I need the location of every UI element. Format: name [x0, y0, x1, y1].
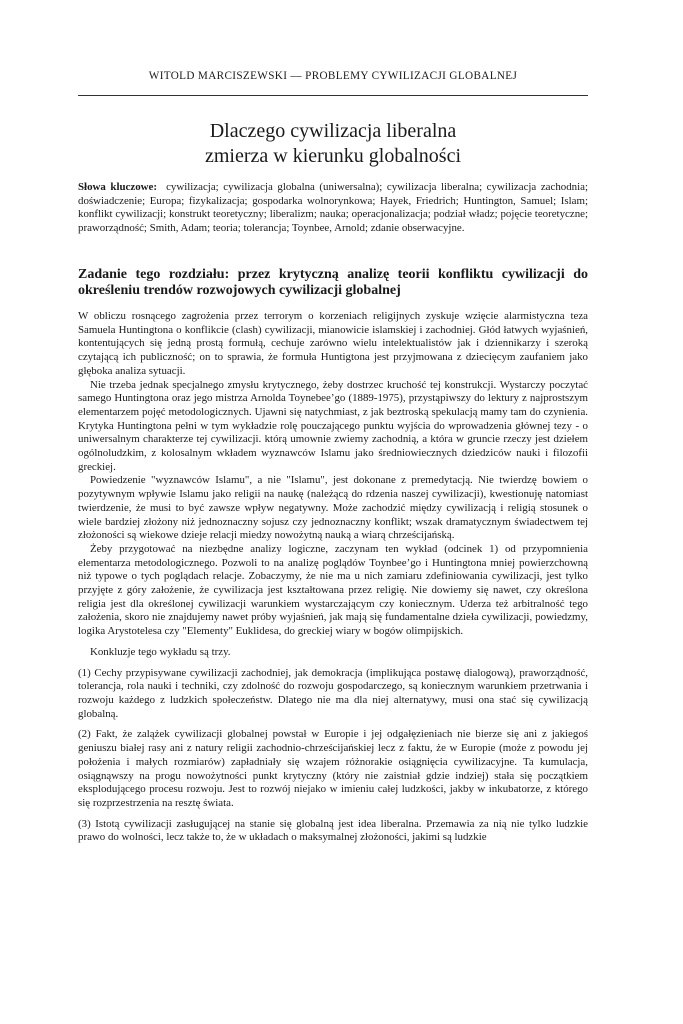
chapter-title: [78, 119, 588, 169]
paragraph-1: W obliczu rosnącego zagrożenia przez terrorym o korzeniach religijnych zyskuje wzięcie alarmistyczna teza Samuela Huntingtona o konflikcie (clash) cywilizacji, mianowicie islamskiej i zachodniej. Głód łatwych wyjaśnień, kontentujących się jedną prostą formułą, cechuje zarówno wielu intelektualistów jak i dziennikarzy i szeroką czytającą ich publiczność; on to sprawia, że formuła Huntigtona jest przyjmowana z dziecięcym zaufaniem jako głęboka analiza sytuacji.: [78, 310, 588, 377]
paragraph-4: Żeby przygotować na niezbędne analizy logiczne, zaczynam ten wykład (odcinek 1) od przypomnienia elementarza metodologicznego. Pozwoli to na analizę poglądów Toynbee’go i Huntingtona mniej powierzchowną niż typowe o tych poglądach relacje. Zobaczymy, że nie ma u nich zamiaru zdefiniowania cywilizacji, jest tylko przyjęte z góry założenie, że cywilizacja jest kształtowana przez religię. Nie dowiemy się nawet, czy określona religia jest dla określonej cywilizacji warunkiem wystarczającym czy koniecznym. Uderza też arbitralność tego założenia, skoro nie znajdujemy nawet próby wyjaśnień, jak mają się fundamentalne dzieła cywilizacji, powiedzmy, logika Arystotelesa czy "Elementy" Euklidesa, do greckiej wiary w bogów olimpijskich.: [78, 542, 588, 638]
paragraph-2: Nie trzeba jednak specjalnego zmysłu krytycznego, żeby dostrzec kruchość tej konstrukcji. Wystarczy poczytać samego Huntingtona oraz jego mistrza Arnolda Toynebee’go (1889-1975), przystąpiwszy do lektury z najprostszym elementarzem pojęć metodologicznych. Ujawni się natychmiast, z jak beztroską spekulacją mamy tam do czynienia. Krytyka Huntingtona pełni w tym wykładzie rolę pouczającego punktu wyjścia do wprowadzenia głównej tezy - o uniwersalnym charakterze tej cywilizacji. którą umownie zwiemy zachodnią, a która w gruncie rzeczy jest dziełem ogólnoludzkim, z kolosalnym wkładem wyznawców Islamu jako średniowiecznych dziedziców nauki i filozofii greckiej.: [78, 378, 588, 473]
paragraph-3: Powiedzenie "wyznawców Islamu", a nie "Islamu", jest dokonane z premedytacją. Nie twierdzę bowiem o pozytywnym wpływie Islamu jako religii na naukę (należącą do rdzenia naszej cywilizacji), kwestionuję natomiast twierdzenie, że musi to być zawsze wpływ negatywny. Może zachodzić między cywilizacją i religią stosunek o wiele bardziej złożony niż jednoznaczny sojusz czy jednoznaczny konflikt; wszak dramatycznym świadectwem tej złożoności są wiekowe dzieje relacji miedzy nowożytną nauką a wiarą chrześcijańską.: [78, 474, 588, 542]
paragraph-8: (3) Istotą cywilizacji zasługującej na stanie się globalną jest idea liberalna. Przemawia za nią nie tylko ludzkie prawo do wolności, lecz także to, że w układach o maksymalnej złożoności, jakimi są ludzkie: [78, 817, 588, 844]
keywords-block: [78, 181, 588, 235]
paragraph-5: Konkluzje tego wykładu są trzy.: [90, 645, 231, 658]
chapter-title-line-2: zmierza w kierunku globalności: [204, 145, 462, 167]
running-head: WITOLD MARCISZEWSKI — PROBLEMY CYWILIZACJI GLOBALNEJ: [148, 70, 518, 82]
chapter-title-line-1: Dlaczego cywilizacja liberalna: [209, 120, 457, 142]
section-heading: Zadanie tego rozdziału: przez krytyczną analizę teorii konfliktu cywilizacji do określeniu trendów rozwojowych cywilizacji globalnej: [78, 267, 588, 298]
keywords-label: Słowa kluczowe:: [78, 181, 157, 193]
keywords-text: cywilizacja; cywilizacja globalna (uniwersalna); cywilizacja liberalna; cywilizacja zachodnia; doświadczenie; Europa; fizykalizacja; gospodarka wolnorynkowa; Hayek, Friedrich; Huntington, Samuel; Islam; konflikt cywilizacji; konstrukt teoretyczny; liberalizm; nauka; operacjonalizacja; podział władz; pojęcie teoretyczne; praworządność; Smith, Adam; teoria; tolerancja; Toynbee, Arnold; zdanie obserwacyjne.: [78, 181, 588, 234]
header-rule: [78, 95, 588, 96]
paragraph-6: (1) Cechy przypisywane cywilizacji zachodniej, jak demokracja (implikująca postawę dialogową), praworządność, tolerancja, rola nauki i techniki, czy zdolność do rozwoju gospodarczego, są koniecznym warunkiem przetrwania i rozwoju każdego z ludzkich społeczeństw. Dlatego nie ma dla niej alternatywy, musi ona stać się cywilizacją globalną.: [78, 666, 588, 720]
paragraph-7: (2) Fakt, że zalążek cywilizacji globalnej powstał w Europie i jej odgałęzieniach nie bierze się ani z jakiegoś geniuszu białej rasy ani z natury religii zachodnio-chrześcijańskiej lecz z faktu, że w Europie (może z powodu jej położenia i małych rozmiarów) zapładniały się wzajem różnorakie osiągnięcia cywilizacyjne. Ta kumulacja, osiągnąwszy na progu nowożytności punkt krytyczny (który nie zaistniał gdzie indziej) stała się początkiem eksplodującego procesu rozwoju. Jest to rozwój niejako w imieniu całej ludzkości, jakby w inkubatorze, z którego się rozprzestrzenia na resztę świata.: [78, 728, 588, 809]
body-text: [78, 310, 588, 845]
